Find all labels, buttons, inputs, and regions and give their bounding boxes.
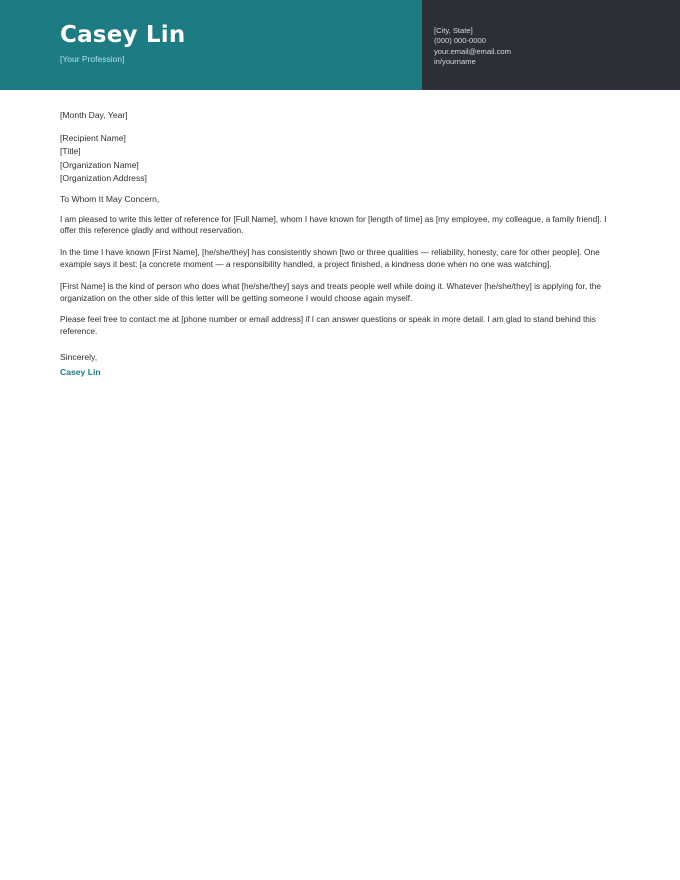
paragraph-1: I am pleased to write this letter of reference for [Full Name], whom I have known for [length of time] as [my employee, my colleague, a family friend]. I offer this reference gladly and without reservation. (60, 213, 607, 236)
header-name-panel (0, 0, 422, 90)
closing: Sincerely, (60, 352, 98, 362)
contact-phone: (000) 000-0000 (434, 36, 486, 46)
letter-body (60, 110, 625, 378)
recipient-organization: [Organization Name] (60, 159, 139, 170)
recipient-block (60, 132, 625, 186)
recipient-title: [Title] (60, 146, 81, 157)
header-contact-panel (422, 0, 680, 90)
contact-linkedin: in/yourname (434, 57, 476, 67)
signature: Casey Lin (60, 367, 101, 377)
paragraph-4: Please feel free to contact me at [phone number or email address] if I can answer questions or speak in more detail. I am glad to stand behind this reference. (60, 314, 596, 337)
paragraph-3: [First Name] is the kind of person who does what [he/she/they] says and treats people well while doing it. Whatever [he/she/they] is applying for, the organization on the other side of this letter will be getting someone I would choose again myself. (60, 280, 601, 303)
sender-name: Casey Lin (60, 22, 186, 48)
sender-profession: [Your Profession] (60, 54, 125, 64)
paragraph-2: In the time I have known [First Name], [he/she/they] has consistently shown [two or three qualities — reliability, honesty, care for other people]. One example says it best: [a concrete moment — a responsibility handled, a project finished, a kindness done when no one was watching]. (60, 247, 600, 270)
contact-email: your.email@email.com (434, 46, 511, 56)
letter-date: [Month Day, Year] (60, 110, 128, 120)
salutation: To Whom It May Concern, (60, 193, 160, 204)
recipient-address: [Organization Address] (60, 173, 147, 184)
contact-location: [City, State] (434, 26, 473, 35)
recipient-name: [Recipient Name] (60, 133, 126, 143)
letter-header (0, 0, 680, 90)
